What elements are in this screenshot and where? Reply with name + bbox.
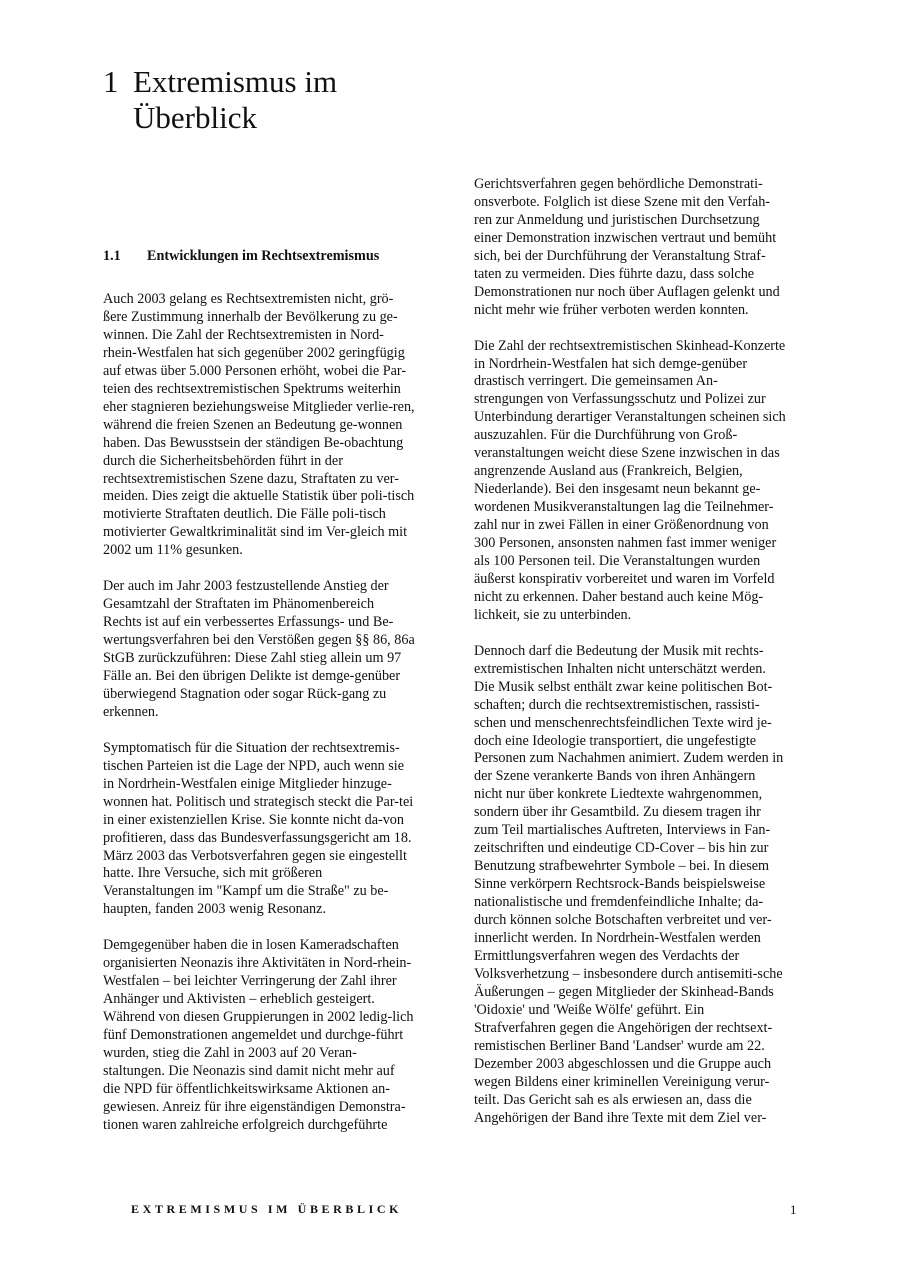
section-number: 1.1 <box>103 248 121 264</box>
page-number: 1 <box>790 1202 797 1217</box>
chapter-number: 1 <box>103 64 119 99</box>
running-footer-title: EXTREMISMUS IM ÜBERBLICK <box>131 1202 403 1216</box>
right-column <box>474 176 786 1145</box>
chapter-title: Extremismus im Überblick <box>133 64 338 135</box>
paragraph: Der auch im Jahr 2003 festzustellende Anstieg der Gesamtzahl der Straftaten im Phänomenbereich Rechts ist auf ein verbessertes Erfassungs- und Be-wertungsverfahren bei den Verstößen gegen §§ 86, 86a StGB zurückzuführen: Diese Zahl stieg allein um 97 Fälle an. Bei den übrigen Delikte ist demge-genüber überwiegend Stagnation oder sogar Rück-gang zu erkennen. <box>103 578 415 720</box>
section-heading <box>103 247 415 265</box>
chapter-heading <box>103 64 393 136</box>
paragraph: Dennoch darf die Bedeutung der Musik mit rechts-extremistischen Inhalten nicht unterschätzt werden. Die Musik selbst enthält zwar keine politischen Bot-schaften; durch die rechtsextremistischen, rassisti-schen und menschenrechtsfeindlichen Texte wird je-doch eine Ideologie transportiert, die ungefestigte Personen zum Nachahmen animiert. Zudem werden in der Szene verankerte Bands von ihren Anhängern nicht nur über konkrete Liedtexte wahrgenommen, sondern über ihr Gesamtbild. Zu diesem tragen ihr zum Teil martialisches Auftreten, Interviews in Fan-zeitschriften und eindeutige CD-Cover – bis hin zur Benutzung strafbewehrter Symbole – bei. In diesem Sinne verkörpern Rechtsrock-Bands beispielsweise nationalistische und fremdenfeindliche Inhalte; da-durch können solche Botschaften verbreitet und ver-innerlicht werden. In Nordrhein-Westfalen werden Ermittlungsverfahren wegen des Verdachts der Volksverhetzung – insbesondere durch antisemiti-sche Äußerungen – gegen Mitglieder der Skinhead-Bands 'Oidoxie' und 'Weiße Wölfe' geführt. Ein Strafverfahren gegen die Angehörigen der rechtsext-remistischen Berliner Band 'Landser' wurde am 22. Dezember 2003 abgeschlossen und die Gruppe auch wegen Bildens einer kriminellen Vereinigung verur-teilt. Das Gericht sah es als erwiesen an, dass die Angehörigen der Band ihre Texte mit dem Ziel ver- <box>474 642 784 1126</box>
paragraph: Symptomatisch für die Situation der rechtsextremis-tischen Parteien ist die Lage der NPD, auch wenn sie in Nordrhein-Westfalen einige Mitglieder hinzuge-wonnen hat. Politisch und strategisch steckt die Par-tei in einer existenziellen Krise. Sie konnte nicht da-von profitieren, dass das Bundesverfassungsgericht am 18. März 2003 das Verbotsverfahren gegen sie eingestellt hatte. Ihre Versuche, sich mit größeren Veranstaltungen im "Kampf um die Straße" zu be-haupten, fanden 2003 wenig Resonanz. <box>103 739 414 918</box>
paragraph: Die Zahl der rechtsextremistischen Skinhead-Konzerte in Nordrhein-Westfalen hat sich demge-genüber drastisch verringert. Die gemeinsamen An-strengungen von Verfassungsschutz und Polizei zur Unterbindung derartiger Veranstaltungen scheinen sich auszuzahlen. Für die Durchführung von Groß-veranstaltungen weicht diese Szene inzwischen in das angrenzende Ausland aus (Frankreich, Belgien, Niederlande). Bei den insgesamt neun bekannt ge-wordenen Musikveranstaltungen lag die Teilnehmer-zahl nur in zwei Fällen in einer Größenordnung von 300 Personen, ansonsten nahmen fast immer weniger als 100 Personen teil. Die Veranstaltungen wurden äußerst konspirativ vorbereitet und waren im Vorfeld nicht zu erkennen. Daher bestand auch keine Mög-lichkeit, sie zu unterbinden. <box>474 337 786 623</box>
paragraph: Gerichtsverfahren gegen behördliche Demonstrati-onsverbote. Folglich ist diese Szene mit den Verfah-ren zur Anmeldung und juristischen Durchsetzung einer Demonstration inzwischen vertraut und bemüht sich, bei der Durchführung der Veranstaltung Straf-taten zu vermeiden. Dies führte dazu, dass solche Demonstrationen nur noch über Auflagen gelenkt und nicht mehr wie früher verboten werden konnten. <box>474 176 780 318</box>
paragraph: Auch 2003 gelang es Rechtsextremisten nicht, grö-ßere Zustimmung innerhalb der Bevölkerung zu ge-winnen. Die Zahl der Rechtsextremisten in Nord-rhein-Westfalen hat sich gegenüber 2002 geringfügig auf etwas über 5.000 Personen erhöht, wobei die Par-teien des rechtsextremistischen Spektrums weiterhin eher stagnieren beziehungsweise Mitglieder verlie-ren, während die freien Szenen an Bedeutung ge-wonnen haben. Das Bewusstsein der ständigen Be-obachtung durch die Sicherheitsbehörden führt in der rechtsextremistischen Szene dazu, Straftaten zu ver-meiden. Dies zeigt die aktuelle Statistik über poli-tisch motivierte Straftaten deutlich. Die Fälle poli-tisch motivierter Gewaltkriminalität sind im Ver-gleich mit 2002 um 11% gesunken. <box>103 291 415 559</box>
paragraph: Demgegenüber haben die in losen Kameradschaften organisierten Neonazis ihre Aktivitäten in Nord-rhein-Westfalen – bei leichter Verringerung der Zahl ihrer Anhänger und Aktivisten – erheblich gesteigert. Während von diesen Gruppierungen in 2002 ledig-lich fünf Demonstrationen angemeldet und durchge-führt wurden, stieg die Zahl in 2003 auf 20 Veran-staltungen. Die Neonazis sind damit nicht mehr auf die NPD für öffentlichkeitswirksame Aktionen an-gewiesen. Anreiz für ihre eigenständigen Demonstra-tionen waren zahlreiche erfolgreich durchgeführte <box>103 937 414 1133</box>
left-column <box>103 247 415 1153</box>
section-title: Entwicklungen im Rechtsextremismus <box>147 248 380 264</box>
